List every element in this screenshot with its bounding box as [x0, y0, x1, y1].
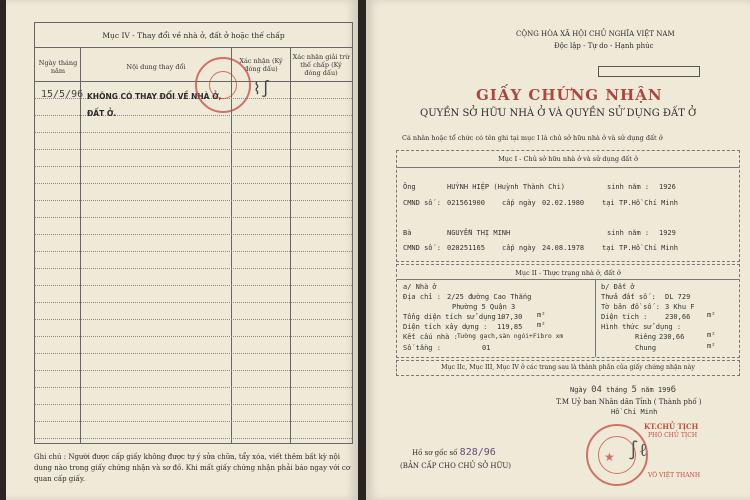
ho-so-line — [412, 447, 496, 458]
date-line — [570, 385, 676, 395]
row-line — [35, 387, 352, 388]
column-header-date: Ngày tháng năm — [38, 59, 78, 75]
row-line — [35, 438, 352, 439]
cap-ngay-label: cấp ngày — [502, 244, 536, 252]
ba-name: NGUYỄN THỊ MINH — [447, 229, 511, 237]
certificate-subtitle: QUYỀN SỞ HỮU NHÀ Ở VÀ QUYỀN SỬ DỤNG ĐẤT Ở — [420, 108, 697, 119]
motto: Độc lập - Tự do - Hạnh phúc — [554, 42, 654, 50]
row-line — [35, 336, 352, 337]
unit-m2: m² — [707, 331, 716, 339]
divider — [35, 81, 352, 82]
cap-ngay-label: cấp ngày — [502, 199, 536, 207]
intro-text: Cá nhân hoặc tổ chức có tên ghi tại mục I là chủ sở hữu nhà ở và sử dụng đất ở — [402, 134, 663, 142]
divider — [397, 279, 739, 280]
note-text: Người được cấp giấy không được tự ý sửa chữa, tẩy xóa, viết thêm bất kỳ nội dung nào trong giấy chứng nhận và sơ đồ. Khi mất giấy chứng nhận phải báo ngay với cơ quan cấp giấy. — [34, 453, 351, 483]
tong-dt-label: Tổng diện tích sử dụng : — [403, 313, 505, 321]
signer-subtitle: PHÓ CHỦ TỊCH — [648, 432, 698, 439]
city: Hồ Chí Minh — [611, 408, 658, 416]
row-line — [35, 285, 352, 286]
row-line — [35, 421, 352, 422]
nam-label: năm 199 — [641, 386, 671, 394]
signature-icon: ∫ℓ — [628, 440, 648, 461]
row-line — [35, 370, 352, 371]
unit-m2: m² — [707, 311, 716, 319]
section-owner — [396, 150, 740, 262]
phuong: Phường 5 Quận 3 — [452, 303, 516, 311]
republic-heading: CỘNG HÒA XÃ HỘI CHỦ NGHĨA VIỆT NAM — [516, 30, 675, 38]
nam: 6 — [670, 385, 677, 395]
ho-so-label: Hồ sơ gốc số — [412, 449, 458, 457]
row-line — [35, 302, 352, 303]
column-divider — [80, 47, 81, 443]
row-line — [35, 149, 352, 150]
certificate-title: GIẤY CHỨNG NHẬN — [476, 86, 663, 104]
row-line — [35, 404, 352, 405]
section-iv-title: Mục IV - Thay đổi về nhà ở, đất ở hoặc thế chấp — [102, 31, 285, 40]
thang-label: tháng — [606, 386, 628, 394]
tai-label: tại — [602, 199, 615, 207]
ong-name: HUỲNH HIỆP (Huỳnh Thành Chi) — [447, 183, 566, 191]
row-line — [35, 268, 352, 269]
ket-cau: Tường gạch,sàn ngói+Fibro xm — [457, 333, 564, 340]
row-line — [35, 200, 352, 201]
ket-cau-label: Kết cấu nhà : — [403, 333, 458, 341]
signer-title: KT.CHỦ TỊCH — [644, 422, 699, 431]
section-ii-title: Mục II - Thực trạng nhà ở, đất ở — [515, 269, 621, 277]
ngay: 04 — [591, 385, 602, 395]
row-line — [35, 217, 352, 218]
dien-tich-label: Diện tích : — [601, 313, 648, 321]
thua-label: Thửa đất số : — [601, 293, 656, 301]
ong-cap-ngay: 02.02.1980 — [542, 199, 585, 207]
right-page — [366, 0, 750, 500]
unit-m2: m² — [537, 321, 546, 329]
row-line — [35, 353, 352, 354]
ho-so: 828/96 — [459, 447, 496, 458]
serial-number-boxes — [598, 66, 700, 77]
dt-xd: 119,85 — [497, 323, 523, 331]
ba-tai: TP.Hồ Chí Minh — [619, 244, 679, 252]
ba-cap-ngay: 24.08.1978 — [542, 244, 585, 252]
a-label: a/ Nhà ở — [403, 283, 437, 291]
b-label: b/ Đất ở — [601, 283, 635, 291]
to-ban-do-label: Tờ bản đồ số : — [601, 303, 661, 311]
row-line — [35, 132, 352, 133]
ngay-label: Ngày — [570, 386, 587, 394]
row-line — [35, 319, 352, 320]
ubnd-line: T.M Uỷ ban Nhân dân Tỉnh ( Thành phố ) — [556, 398, 702, 406]
hinh-thuc-label: Hình thức sử dụng : — [601, 323, 682, 331]
so-tang-label: Số tầng : — [403, 344, 441, 352]
note — [34, 452, 352, 485]
section-iii-note: Mục IIc, Mục III, Mục IV ở các trang sau là thành phần của giấy chứng nhận này — [441, 364, 695, 371]
section-i-title: Mục I - Chủ sở hữu nhà ở và sử dụng đất ở — [498, 155, 638, 163]
column-divider — [595, 279, 596, 357]
thua: DL 729 — [665, 293, 691, 301]
cmnd-label: CMND số : — [403, 199, 441, 207]
ba-cmnd: 020251165 — [447, 244, 485, 252]
section-property — [396, 264, 740, 358]
ong-tai: TP.Hồ Chí Minh — [619, 199, 679, 207]
divider — [35, 47, 352, 48]
to-ban-do: 3 Khu F — [665, 303, 695, 311]
official-stamp-icon — [195, 57, 251, 113]
thang: 5 — [631, 385, 637, 395]
ong-birth: 1926 — [659, 183, 676, 191]
section-note — [396, 360, 740, 376]
ba-label: Bà — [403, 229, 412, 237]
dia-chi: 2/25 đường Cao Thắng — [447, 293, 532, 301]
column-header-confirm: Xác nhận (Ký đóng dấu) — [239, 57, 283, 73]
dien-tich: 230,66 — [665, 313, 691, 321]
rieng-label: Riêng — [635, 333, 657, 341]
column-header-release: Xác nhận giải trừ thế chấp (Ký đóng dấu) — [292, 53, 350, 77]
tong-dt: 107,30 — [497, 313, 523, 321]
changes-table — [34, 22, 353, 444]
ba-birth: 1929 — [659, 229, 676, 237]
signer-name: VÕ VIỆT THANH — [648, 472, 701, 479]
chung-label: Chung — [635, 344, 657, 352]
unit-m2: m² — [707, 342, 716, 350]
row-line — [35, 166, 352, 167]
row-line — [35, 234, 352, 235]
dia-chi-label: Địa chỉ : — [403, 293, 441, 301]
row-date: 15/5/96 — [41, 89, 84, 100]
tai-label: tại — [602, 244, 615, 252]
star-icon: ★ — [604, 450, 615, 464]
ban-cap: (BẢN CẤP CHO CHỦ SỞ HỮU) — [400, 462, 512, 470]
row-line — [35, 251, 352, 252]
row-content: KHÔNG CÓ THAY ĐỔI VỀ NHÀ Ở, ĐẤT Ở. — [87, 92, 222, 118]
unit-m2: m² — [537, 311, 546, 319]
row-line — [35, 183, 352, 184]
left-page — [6, 0, 358, 500]
column-divider — [290, 47, 291, 443]
column-header-content: Nội dung thay đổi — [126, 63, 186, 71]
cmnd-label: CMND số : — [403, 244, 441, 252]
divider — [397, 167, 739, 168]
sinh-nam-label: sinh năm : — [607, 183, 650, 191]
dt-xd-label: Diện tích xây dựng : — [403, 323, 488, 331]
ong-label: Ông — [403, 183, 416, 191]
signature-icon: ⌇∫ — [253, 79, 271, 98]
so-tang: 01 — [482, 344, 491, 352]
sinh-nam-label: sinh năm : — [607, 229, 650, 237]
rieng: 230,66 — [659, 333, 685, 341]
ong-cmnd: 021561900 — [447, 199, 485, 207]
note-label: Ghi chú : — [34, 453, 67, 461]
